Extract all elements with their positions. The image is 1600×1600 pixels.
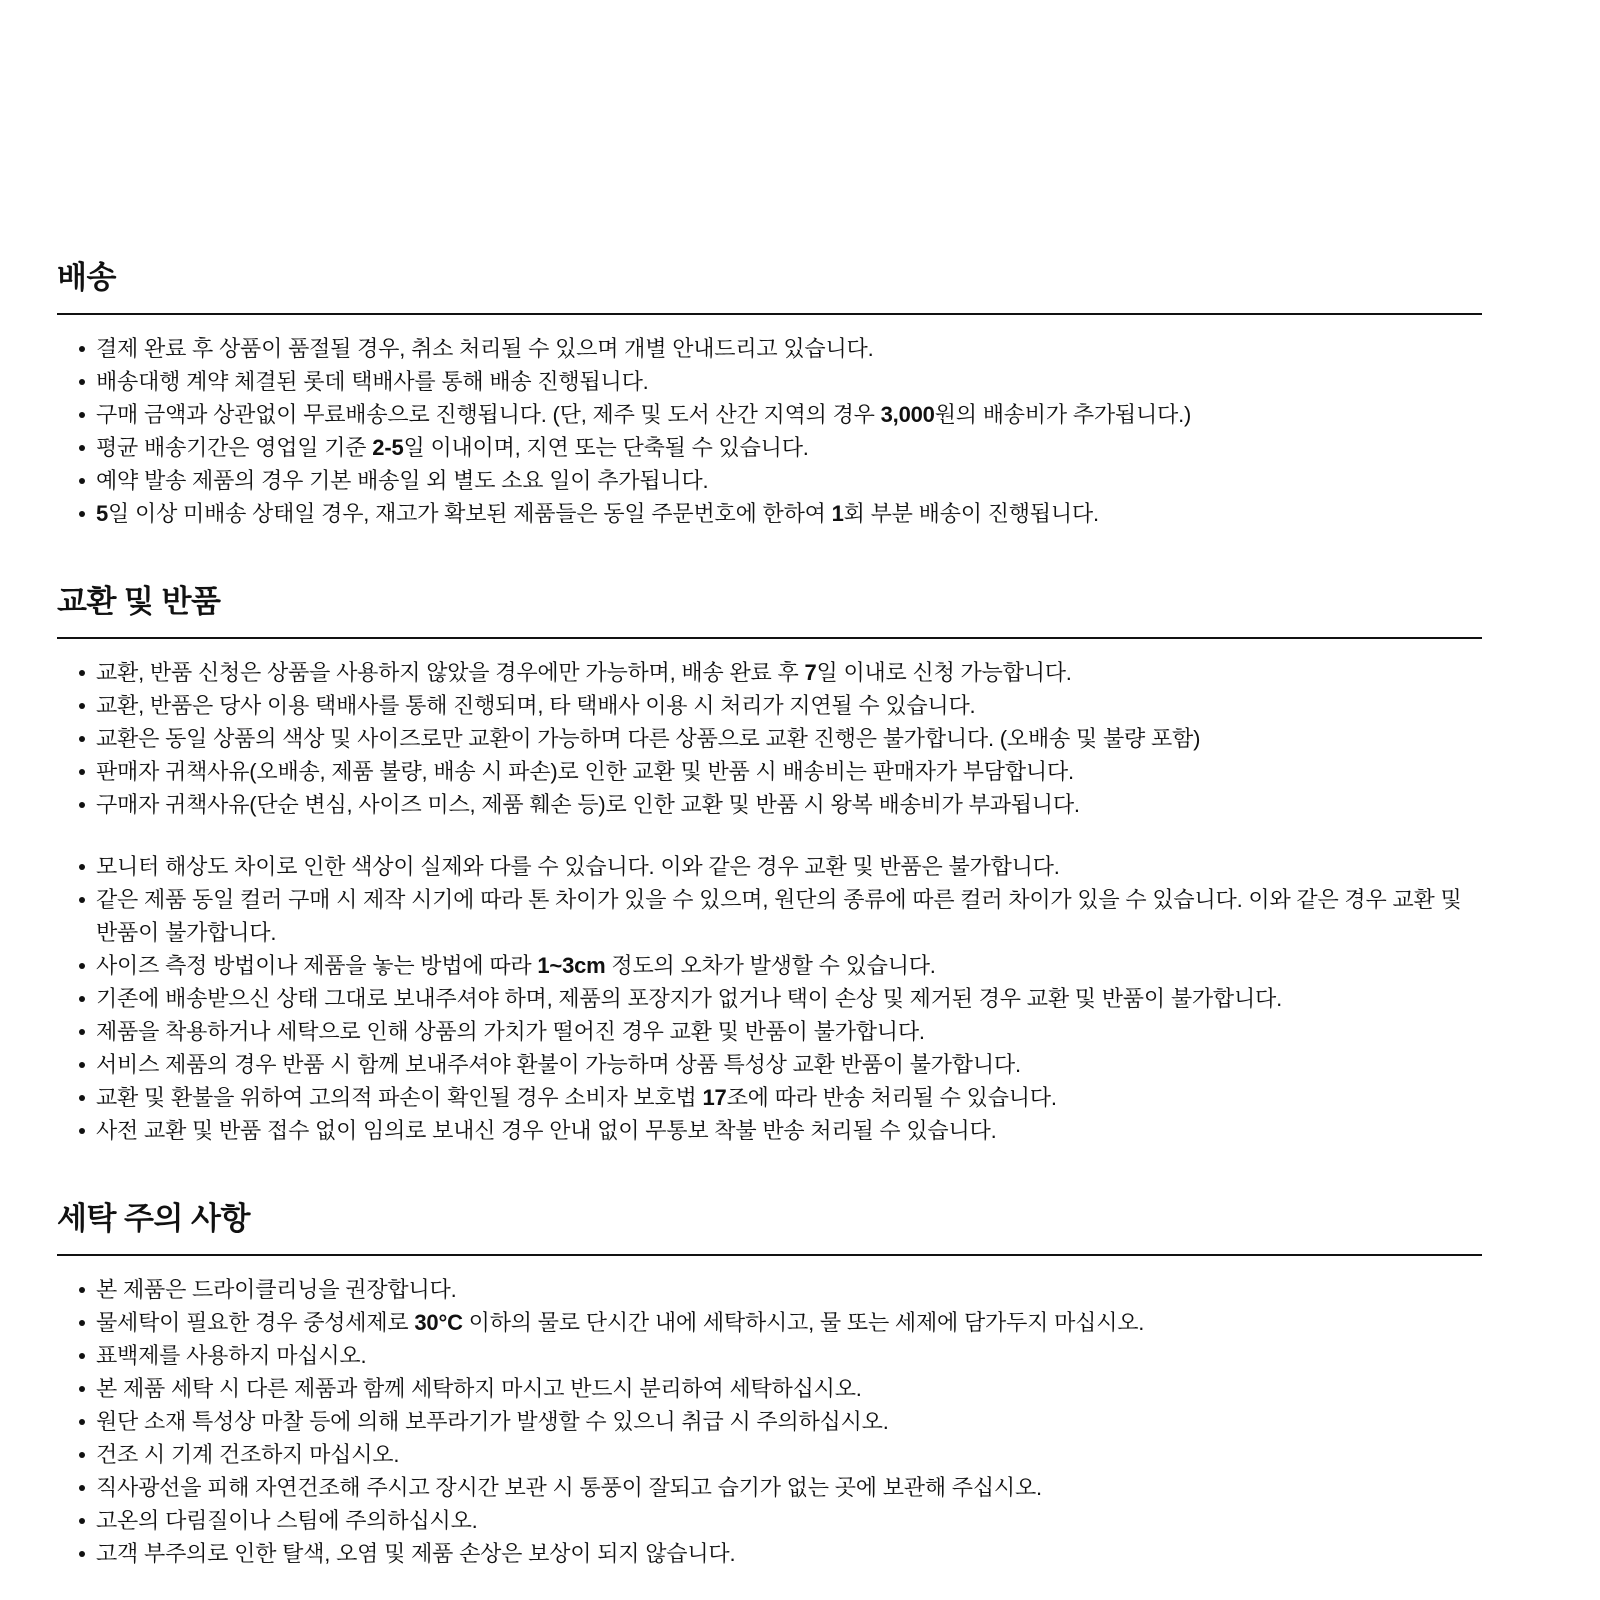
list-item-text: 교환, 반품 신청은 상품을 사용하지 않았을 경우에만 가능하며, 배송 완료 후 7일 이내로 신청 가능합니다. bbox=[96, 660, 1072, 685]
list-item bbox=[57, 1537, 1482, 1570]
list-item bbox=[57, 1438, 1482, 1471]
bullet-icon bbox=[79, 1452, 85, 1458]
list-item-text: 고객 부주의로 인한 탈색, 오염 및 제품 손상은 보상이 되지 않습니다. bbox=[96, 1541, 736, 1566]
section-body bbox=[57, 1273, 1482, 1570]
bullet-icon bbox=[79, 478, 85, 484]
list-item-text: 같은 제품 동일 컬러 구매 시 제작 시기에 따라 톤 차이가 있을 수 있으며, 원단의 종류에 따른 컬러 차이가 있을 수 있습니다. 이와 같은 경우 교환 및 반품이 불가합니다. bbox=[96, 887, 1462, 945]
section-title: 교환 및 반품 bbox=[57, 584, 221, 619]
bullet-icon bbox=[79, 1551, 85, 1557]
list-item-text: 구매 금액과 상관없이 무료배송으로 진행됩니다. (단, 제주 및 도서 산간 지역의 경우 3,000원의 배송비가 추가됩니다.) bbox=[96, 402, 1192, 427]
list-item bbox=[57, 1114, 1482, 1147]
list-item-text: 사이즈 측정 방법이나 제품을 놓는 방법에 따라 1~3cm 정도의 오차가 발생할 수 있습니다. bbox=[96, 953, 936, 978]
list-item bbox=[57, 464, 1482, 497]
bullet-icon bbox=[79, 412, 85, 418]
list-item bbox=[57, 365, 1482, 398]
list-item bbox=[57, 1405, 1482, 1438]
list-item bbox=[57, 1306, 1482, 1339]
bullet-list bbox=[57, 1273, 1482, 1570]
bullet-icon bbox=[79, 769, 85, 775]
bullet-icon bbox=[79, 1419, 85, 1425]
list-item bbox=[57, 755, 1482, 788]
list-item-text: 물세탁이 필요한 경우 중성세제로 30°C 이하의 물로 단시간 내에 세탁하시고, 물 또는 세제에 담가두지 마십시오. bbox=[96, 1310, 1145, 1335]
list-item bbox=[57, 431, 1482, 464]
bullet-icon bbox=[79, 1485, 85, 1491]
list-item bbox=[57, 982, 1482, 1015]
list-item-text: 평균 배송기간은 영업일 기준 2-5일 이내이며, 지연 또는 단축될 수 있습니다. bbox=[96, 435, 809, 460]
list-item bbox=[57, 332, 1482, 365]
list-item bbox=[57, 850, 1482, 883]
list-item-text: 고온의 다림질이나 스팀에 주의하십시오. bbox=[96, 1508, 478, 1533]
section-body bbox=[57, 332, 1482, 530]
policy-section bbox=[57, 582, 1482, 1147]
section-divider bbox=[57, 637, 1482, 639]
list-item bbox=[57, 497, 1482, 530]
list-item bbox=[57, 722, 1482, 755]
list-item-text: 5일 이상 미배송 상태일 경우, 재고가 확보된 제품들은 동일 주문번호에 한하여 1회 부분 배송이 진행됩니다. bbox=[96, 501, 1099, 526]
list-item bbox=[57, 1015, 1482, 1048]
list-item bbox=[57, 1372, 1482, 1405]
list-item-text: 결제 완료 후 상품이 품절될 경우, 취소 처리될 수 있으며 개별 안내드리고 있습니다. bbox=[96, 336, 874, 361]
bullet-list bbox=[57, 332, 1482, 530]
list-item-text: 사전 교환 및 반품 접수 없이 임의로 보내신 경우 안내 없이 무통보 착불 반송 처리될 수 있습니다. bbox=[96, 1118, 997, 1143]
list-item-text: 본 제품은 드라이클리닝을 권장합니다. bbox=[96, 1277, 457, 1302]
bullet-icon bbox=[79, 703, 85, 709]
list-item-text: 모니터 해상도 차이로 인한 색상이 실제와 다를 수 있습니다. 이와 같은 경우 교환 및 반품은 불가합니다. bbox=[96, 854, 1060, 879]
list-item bbox=[57, 689, 1482, 722]
bullet-icon bbox=[79, 1320, 85, 1326]
list-item-text: 직사광선을 피해 자연건조해 주시고 장시간 보관 시 통풍이 잘되고 습기가 없는 곳에 보관해 주십시오. bbox=[96, 1475, 1042, 1500]
list-item-text: 교환, 반품은 당사 이용 택배사를 통해 진행되며, 타 택배사 이용 시 처리가 지연될 수 있습니다. bbox=[96, 693, 976, 718]
bullet-icon bbox=[79, 963, 85, 969]
list-item bbox=[57, 949, 1482, 982]
bullet-icon bbox=[79, 1386, 85, 1392]
list-item bbox=[57, 788, 1482, 821]
list-item-text: 서비스 제품의 경우 반품 시 함께 보내주셔야 환불이 가능하며 상품 특성상 교환 반품이 불가합니다. bbox=[96, 1052, 1021, 1077]
bullet-icon bbox=[79, 802, 85, 808]
bullet-icon bbox=[79, 996, 85, 1002]
list-item-text: 기존에 배송받으신 상태 그대로 보내주셔야 하며, 제품의 포장지가 없거나 택이 손상 및 제거된 경우 교환 및 반품이 불가합니다. bbox=[96, 986, 1282, 1011]
list-item bbox=[57, 883, 1482, 949]
bullet-list bbox=[57, 656, 1482, 821]
list-item-text: 구매자 귀책사유(단순 변심, 사이즈 미스, 제품 훼손 등)로 인한 교환 및 반품 시 왕복 배송비가 부과됩니다. bbox=[96, 792, 1080, 817]
list-item-text: 원단 소재 특성상 마찰 등에 의해 보푸라기가 발생할 수 있으니 취급 시 주의하십시오. bbox=[96, 1409, 889, 1434]
list-item bbox=[57, 656, 1482, 689]
list-item bbox=[57, 1339, 1482, 1372]
bullet-icon bbox=[79, 1128, 85, 1134]
bullet-icon bbox=[79, 1287, 85, 1293]
bullet-icon bbox=[79, 346, 85, 352]
section-title: 배송 bbox=[57, 260, 116, 295]
list-item bbox=[57, 398, 1482, 431]
section-divider bbox=[57, 1254, 1482, 1256]
list-item-text: 예약 발송 제품의 경우 기본 배송일 외 별도 소요 일이 추가됩니다. bbox=[96, 468, 709, 493]
policy-section bbox=[57, 258, 1482, 530]
bullet-icon bbox=[79, 1518, 85, 1524]
list-item-text: 표백제를 사용하지 마십시오. bbox=[96, 1343, 367, 1368]
list-item bbox=[57, 1081, 1482, 1114]
bullet-icon bbox=[79, 1029, 85, 1035]
list-item-text: 판매자 귀책사유(오배송, 제품 불량, 배송 시 파손)로 인한 교환 및 반품 시 배송비는 판매자가 부담합니다. bbox=[96, 759, 1074, 784]
bullet-icon bbox=[79, 736, 85, 742]
list-item bbox=[57, 1471, 1482, 1504]
bullet-icon bbox=[79, 1095, 85, 1101]
bullet-icon bbox=[79, 1062, 85, 1068]
list-item-text: 교환 및 환불을 위하여 고의적 파손이 확인될 경우 소비자 보호법 17조에 따라 반송 처리될 수 있습니다. bbox=[96, 1085, 1057, 1110]
section-title: 세탁 주의 사항 bbox=[57, 1201, 250, 1236]
list-item bbox=[57, 1273, 1482, 1306]
list-item-text: 교환은 동일 상품의 색상 및 사이즈로만 교환이 가능하며 다른 상품으로 교환 진행은 불가합니다. (오배송 및 불량 포함) bbox=[96, 726, 1201, 751]
bullet-icon bbox=[79, 1353, 85, 1359]
bullet-list bbox=[57, 850, 1482, 1147]
bullet-icon bbox=[79, 670, 85, 676]
list-item bbox=[57, 1504, 1482, 1537]
bullet-icon bbox=[79, 897, 85, 903]
bullet-icon bbox=[79, 445, 85, 451]
policy-section bbox=[57, 1199, 1482, 1570]
bullet-icon bbox=[79, 864, 85, 870]
list-item bbox=[57, 1048, 1482, 1081]
list-item-text: 제품을 착용하거나 세탁으로 인해 상품의 가치가 떨어진 경우 교환 및 반품이 불가합니다. bbox=[96, 1019, 925, 1044]
section-divider bbox=[57, 313, 1482, 315]
section-body bbox=[57, 656, 1482, 1147]
list-item-text: 본 제품 세탁 시 다른 제품과 함께 세탁하지 마시고 반드시 분리하여 세탁하십시오. bbox=[96, 1376, 862, 1401]
list-item-text: 배송대행 계약 체결된 롯데 택배사를 통해 배송 진행됩니다. bbox=[96, 369, 649, 394]
bullet-icon bbox=[79, 511, 85, 517]
list-item-text: 건조 시 기계 건조하지 마십시오. bbox=[96, 1442, 400, 1467]
bullet-icon bbox=[79, 379, 85, 385]
